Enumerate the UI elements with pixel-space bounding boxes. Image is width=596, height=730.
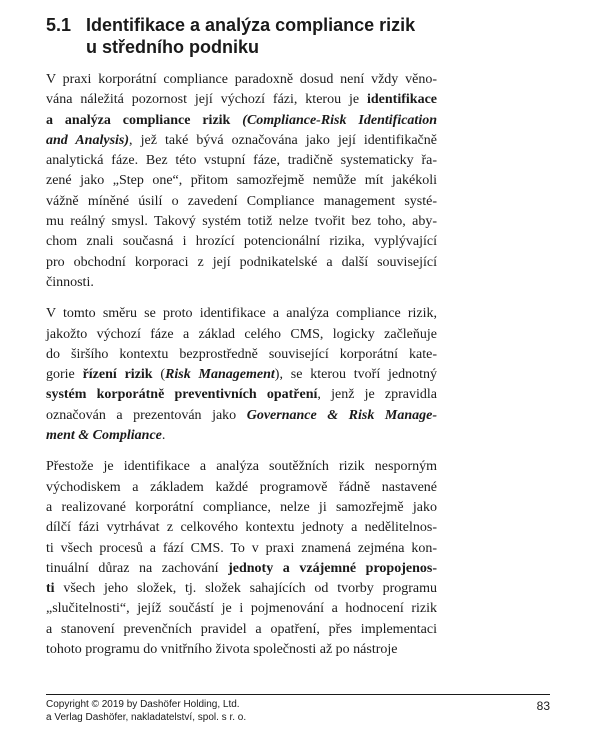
paragraph — [46, 304, 437, 446]
text-run: gorie — [46, 367, 83, 383]
text-line — [46, 539, 437, 559]
section-number: 5.1 — [46, 15, 72, 35]
text-line — [46, 304, 437, 324]
text-run: ( — [152, 367, 166, 383]
bold-text: a analýza compliance rizik — [46, 112, 231, 128]
section-title-line-1: Identifikace a analýza compliance rizik — [86, 15, 416, 35]
text-line — [46, 620, 437, 640]
text-run: označován a prezentován jako — [46, 407, 247, 423]
text-line — [46, 325, 437, 345]
bold-text: řízení rizik — [82, 367, 153, 383]
text-line — [46, 498, 437, 518]
text-line — [46, 171, 437, 191]
text-line — [46, 365, 437, 385]
bold-text: identifikace — [367, 92, 437, 108]
page-number: 83 — [536, 699, 550, 713]
text-run: a stanovení prevenčních pravidel a opatření, přes implementaci — [46, 621, 437, 637]
text-line — [46, 212, 437, 232]
text-run: vána náležitá pozornost její výchozí fázi, kterou je — [46, 92, 367, 108]
bold-italic-text: ment & Compliance — [46, 428, 162, 444]
text-run: V praxi korporátní compliance paradoxně dosud není vždy věno- — [46, 72, 437, 87]
text-run: analytická fáze. Bez této vstupní fáze, tradičně systematicky řa- — [46, 153, 437, 169]
bold-text: systém korporátně preventivních opatření — [46, 387, 318, 403]
copyright-line-1: Copyright © 2019 by Dashöfer Holding, Ltd. — [46, 699, 240, 710]
text-line — [46, 385, 437, 405]
text-run: jakožto výchozí fáze a základ celého CMS, logicky začleňuje — [46, 326, 437, 342]
text-run: Přestože je identifikace a analýza soutěžních rizik nesporným — [46, 459, 437, 475]
text-line — [46, 90, 437, 110]
bold-italic-text: and Analysis) — [46, 132, 130, 148]
text-run: ti všech procesů a fází CMS. To v praxi znamená zejména kon- — [46, 540, 437, 556]
text-run — [230, 113, 242, 128]
text-run: , jenž je zpravidla — [317, 387, 437, 403]
text-line — [46, 518, 437, 538]
bold-text: ti — [46, 581, 55, 597]
text-line — [46, 478, 437, 498]
text-run: pro obchodní korporaci z její podnikatelské a další související — [46, 254, 437, 270]
text-run: . — [161, 428, 166, 444]
text-line — [46, 457, 437, 477]
text-line — [46, 253, 437, 273]
text-line — [46, 273, 437, 293]
text-run: zené jako „Step one“, přitom samozřejmě nemůže mít jakékoli — [46, 173, 437, 189]
body-text — [46, 70, 437, 671]
text-line — [46, 640, 437, 660]
footer-divider — [46, 694, 550, 695]
text-line — [46, 426, 437, 446]
text-line — [46, 232, 437, 252]
text-line — [46, 345, 437, 365]
text-line — [46, 192, 437, 212]
section-title-line-2: u středního podniku — [86, 37, 259, 57]
text-run: do širšího kontextu bezprostředně související korporátní kate- — [46, 346, 437, 362]
text-run: mu reálný smysl. Takový systém totiž nelze tvořit bez toho, aby- — [46, 214, 437, 230]
text-run: východiskem a základem každé programově řádně nastavené — [46, 479, 437, 495]
text-run: chom znali současná i hrozící potencionální rizika, vyplývající — [46, 234, 437, 250]
text-line — [46, 151, 437, 171]
bold-italic-text: (Compliance-Risk Identification — [242, 112, 437, 128]
text-run: , jež také bývá označována jako její identifikačně — [129, 132, 437, 148]
text-line — [46, 111, 437, 131]
text-run: dílčí fázi vytrhávat z celkového kontextu jednoty a nedělitelnos- — [46, 520, 437, 536]
bold-italic-text: Governance & Risk Manage- — [246, 407, 437, 423]
bold-text: jednoty a vzájemné propojenos- — [228, 560, 437, 576]
text-line — [46, 70, 437, 90]
footer-copyright — [46, 698, 246, 724]
text-run: tinuální důraz na zachování — [46, 560, 229, 576]
text-run: činnosti. — [46, 274, 94, 290]
text-run: ), se kterou tvoří jednotný — [274, 367, 438, 383]
text-run: a realizované korporátní compliance, nelze ji samozřejmě jako — [46, 499, 437, 515]
text-line — [46, 559, 437, 579]
text-run: vážně míněné úsilí o zavedení Compliance management systé- — [46, 193, 437, 209]
text-line — [46, 131, 437, 151]
text-line — [46, 406, 437, 426]
text-run: V tomto směru se proto identifikace a analýza compliance rizik, — [46, 306, 437, 322]
paragraph — [46, 457, 437, 660]
bold-italic-text: Risk Management — [165, 367, 275, 383]
copyright-line-2: a Verlag Dashöfer, nakladatelství, spol. s r. o. — [46, 712, 247, 723]
text-line — [46, 579, 437, 599]
text-run: „slučitelnosti“, jejíž součástí je i pojmenování a hodnocení rizik — [46, 601, 437, 617]
paragraph — [46, 70, 437, 293]
text-run: tohoto programu do vnitřního života společnosti až po nástroje — [46, 642, 398, 658]
text-line — [46, 599, 437, 619]
text-run: všech jeho složek, tj. složek sahajících od tvorby programu — [54, 581, 437, 597]
